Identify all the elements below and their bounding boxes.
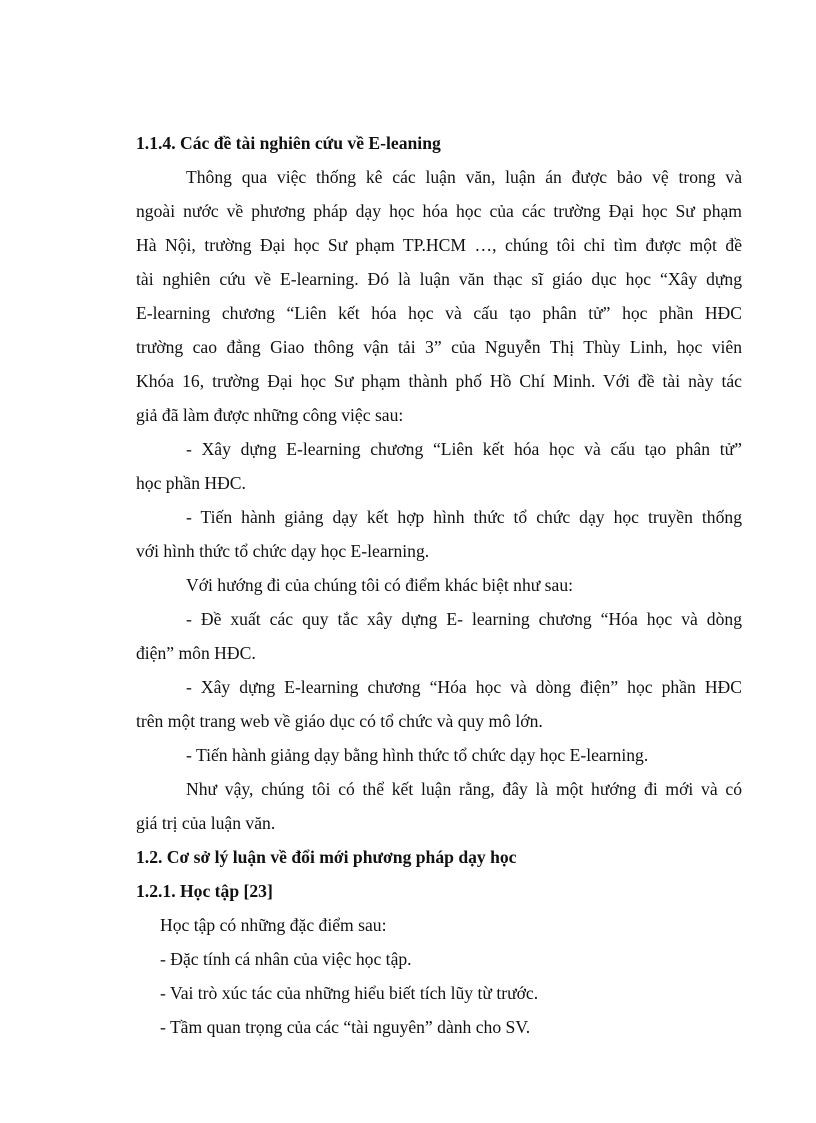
list-item: - Tầm quan trọng của các “tài nguyên” dành cho SV. xyxy=(160,1017,531,1037)
paragraph-line: Như vậy, chúng tôi có thể kết luận rằng, đây là một hướng đi mới và có xyxy=(186,779,742,799)
list-item: - Xây dựng E-learning chương “Liên kết hóa học và cấu tạo phân tử” xyxy=(186,439,742,459)
section-heading-1-1-4: 1.1.4. Các đề tài nghiên cứu về E-leaning xyxy=(136,133,441,153)
list-item: - Đề xuất các quy tắc xây dựng E- learning chương “Hóa học và dòng xyxy=(186,609,742,629)
paragraph-line: Thông qua việc thống kê các luận văn, luận án được bảo vệ trong và xyxy=(186,167,742,187)
list-item: - Tiến hành giảng dạy kết hợp hình thức tổ chức dạy học truyền thống xyxy=(186,507,742,527)
paragraph-line: ngoài nước về phương pháp dạy học hóa học của các trường Đại học Sư phạm xyxy=(136,201,742,221)
list-item: - Xây dựng E-learning chương “Hóa học và dòng điện” học phần HĐC xyxy=(186,677,742,697)
section-heading-1-2-1: 1.2.1. Học tập [23] xyxy=(136,881,273,901)
paragraph-line: tài nghiên cứu về E-learning. Đó là luận văn thạc sĩ giáo dục học “Xây dựng xyxy=(136,269,742,289)
list-item-continued: với hình thức tổ chức dạy học E-learning. xyxy=(136,541,430,561)
section-heading-1-2: 1.2. Cơ sở lý luận về đổi mới phương pháp dạy học xyxy=(136,847,517,867)
paragraph-line: Khóa 16, trường Đại học Sư phạm thành phố Hồ Chí Minh. Với đề tài này tác xyxy=(136,371,742,391)
list-item: - Đặc tính cá nhân của việc học tập. xyxy=(160,949,412,969)
paragraph-line: giả đã làm được những công việc sau: xyxy=(136,405,404,425)
paragraph-line: E-learning chương “Liên kết hóa học và cấu tạo phân tử” học phần HĐC xyxy=(136,303,742,323)
list-item-continued: trên một trang web về giáo dục có tổ chức và quy mô lớn. xyxy=(136,711,543,731)
paragraph-line: giá trị của luận văn. xyxy=(136,813,276,833)
paragraph-line: Với hướng đi của chúng tôi có điểm khác biệt như sau: xyxy=(186,575,574,595)
paragraph-line: Học tập có những đặc điểm sau: xyxy=(160,915,387,935)
list-item: - Vai trò xúc tác của những hiểu biết tích lũy từ trước. xyxy=(160,983,539,1003)
list-item-continued: học phần HĐC. xyxy=(136,473,246,493)
paragraph-line: Hà Nội, trường Đại học Sư phạm TP.HCM …, chúng tôi chỉ tìm được một đề xyxy=(136,235,742,255)
list-item: - Tiến hành giảng dạy bằng hình thức tổ chức dạy học E-learning. xyxy=(186,745,649,765)
paragraph-line: trường cao đẳng Giao thông vận tải 3” của Nguyễn Thị Thùy Linh, học viên xyxy=(136,337,742,357)
list-item-continued: điện” môn HĐC. xyxy=(136,643,256,663)
